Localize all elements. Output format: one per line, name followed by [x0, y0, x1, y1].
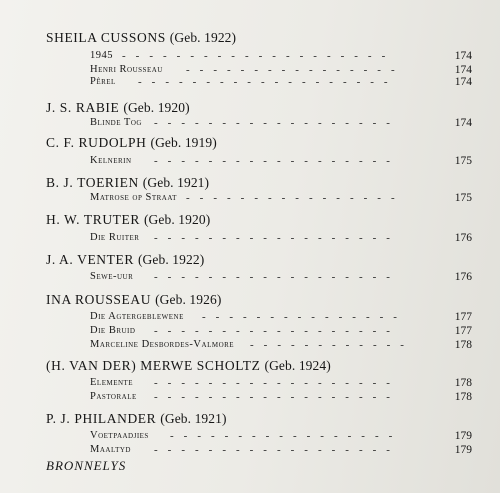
entry-page-number: 177 — [454, 311, 472, 323]
entry-title: Die Bruid — [90, 325, 136, 336]
dot-leader: ------------ — [250, 339, 414, 351]
entry-page-number: 174 — [454, 50, 472, 62]
entry-page-number: 179 — [454, 444, 472, 456]
dot-leader: ------------------ — [154, 444, 400, 456]
author-heading — [46, 292, 221, 308]
entry-title: Blinde Tog — [90, 117, 142, 128]
author-birth-year: (Geb. 1921) — [160, 411, 227, 426]
entry-title: Pêrel — [90, 76, 116, 87]
entry-page-number: 176 — [454, 232, 472, 244]
toc-entry — [90, 377, 472, 391]
entry-page-number: 175 — [454, 192, 472, 204]
author-heading — [46, 135, 217, 151]
author-birth-year: (Geb. 1922) — [137, 252, 205, 267]
toc-entry — [90, 117, 472, 131]
dot-leader: ---------------- — [186, 64, 405, 76]
toc-entry — [90, 192, 472, 206]
entry-page-number: 177 — [454, 325, 472, 337]
author-heading — [46, 212, 210, 228]
author-name: (H. VAN DER) MERWE SCHOLTZ — [46, 358, 261, 373]
author-birth-year: (Geb. 1921) — [142, 175, 210, 190]
author-birth-year: (Geb. 1920) — [143, 212, 211, 227]
author-birth-year: (Geb. 1920) — [123, 100, 190, 115]
dot-leader: -------------------- — [122, 50, 396, 62]
entry-page-number: 178 — [454, 391, 472, 403]
toc-entry — [90, 430, 472, 444]
author-heading — [46, 175, 209, 191]
entry-title: Maaltyd — [90, 444, 131, 455]
dot-leader: ----------------- — [170, 430, 403, 442]
entry-page-number: 174 — [454, 76, 472, 88]
entry-title: Pastorale — [90, 391, 137, 402]
entry-page-number: 178 — [454, 377, 472, 389]
toc-entry — [90, 391, 472, 405]
entry-page-number: 179 — [454, 430, 472, 442]
toc-entry — [90, 155, 472, 169]
author-name: J. A. VENTER — [46, 252, 134, 267]
author-heading — [46, 30, 236, 46]
author-heading — [46, 411, 227, 427]
entry-title: Matrose op Straat — [90, 192, 177, 203]
entry-page-number: 175 — [454, 155, 472, 167]
bibliography-heading: BRONNELYS — [46, 458, 127, 473]
author-name: P. J. PHILANDER — [46, 411, 157, 426]
author-birth-year: (Geb. 1919) — [150, 135, 217, 150]
entry-title: 1945 — [90, 50, 113, 61]
entry-page-number: 174 — [454, 64, 472, 76]
dot-leader: ------------------ — [154, 155, 400, 167]
entry-title: Sewe-uur — [90, 271, 134, 282]
dot-leader: ------------------ — [154, 271, 400, 283]
author-birth-year: (Geb. 1922) — [169, 30, 237, 45]
dot-leader: ------------------ — [154, 377, 400, 389]
toc-entry — [90, 50, 472, 64]
author-birth-year: (Geb. 1924) — [264, 358, 331, 373]
entry-title: Elemente — [90, 377, 134, 388]
entry-title: Marceline Desbordes-Valmore — [90, 339, 235, 350]
entry-title: Voetpaadjies — [90, 430, 149, 441]
toc-entry — [90, 76, 472, 90]
author-name: C. F. RUDOLPH — [46, 135, 147, 150]
entry-title: Die Ruiter — [90, 232, 140, 243]
entry-title: Henri Rousseau — [90, 64, 163, 75]
toc-entry — [90, 311, 472, 325]
toc-entry — [90, 339, 472, 353]
dot-leader: ------------------ — [154, 232, 400, 244]
author-heading — [46, 358, 331, 374]
toc-entry — [90, 271, 472, 285]
entry-title: Die Agtergeblewene — [90, 311, 184, 322]
dot-leader: ------------------ — [154, 391, 400, 403]
dot-leader: ------------------ — [154, 325, 400, 337]
entry-title: Kelnerin — [90, 155, 132, 166]
toc-entry — [90, 325, 472, 339]
dot-leader: --------------- — [202, 311, 407, 323]
dot-leader: ------------------- — [138, 76, 398, 88]
author-heading — [46, 252, 204, 268]
author-name: J. S. RABIE — [46, 100, 120, 115]
author-name: SHEILA CUSSONS — [46, 30, 166, 45]
author-birth-year: (Geb. 1926) — [155, 292, 222, 307]
entry-page-number: 178 — [454, 339, 472, 351]
entry-page-number: 174 — [454, 117, 472, 129]
dot-leader: ---------------- — [186, 192, 405, 204]
author-name: INA ROUSSEAU — [46, 292, 152, 307]
dot-leader: ------------------ — [154, 117, 400, 129]
entry-page-number: 176 — [454, 271, 472, 283]
author-heading — [46, 100, 190, 116]
toc-entry — [90, 444, 472, 458]
author-name: B. J. TOERIEN — [46, 175, 139, 190]
toc-entry — [90, 232, 472, 246]
author-name: H. W. TRUTER — [46, 212, 140, 227]
